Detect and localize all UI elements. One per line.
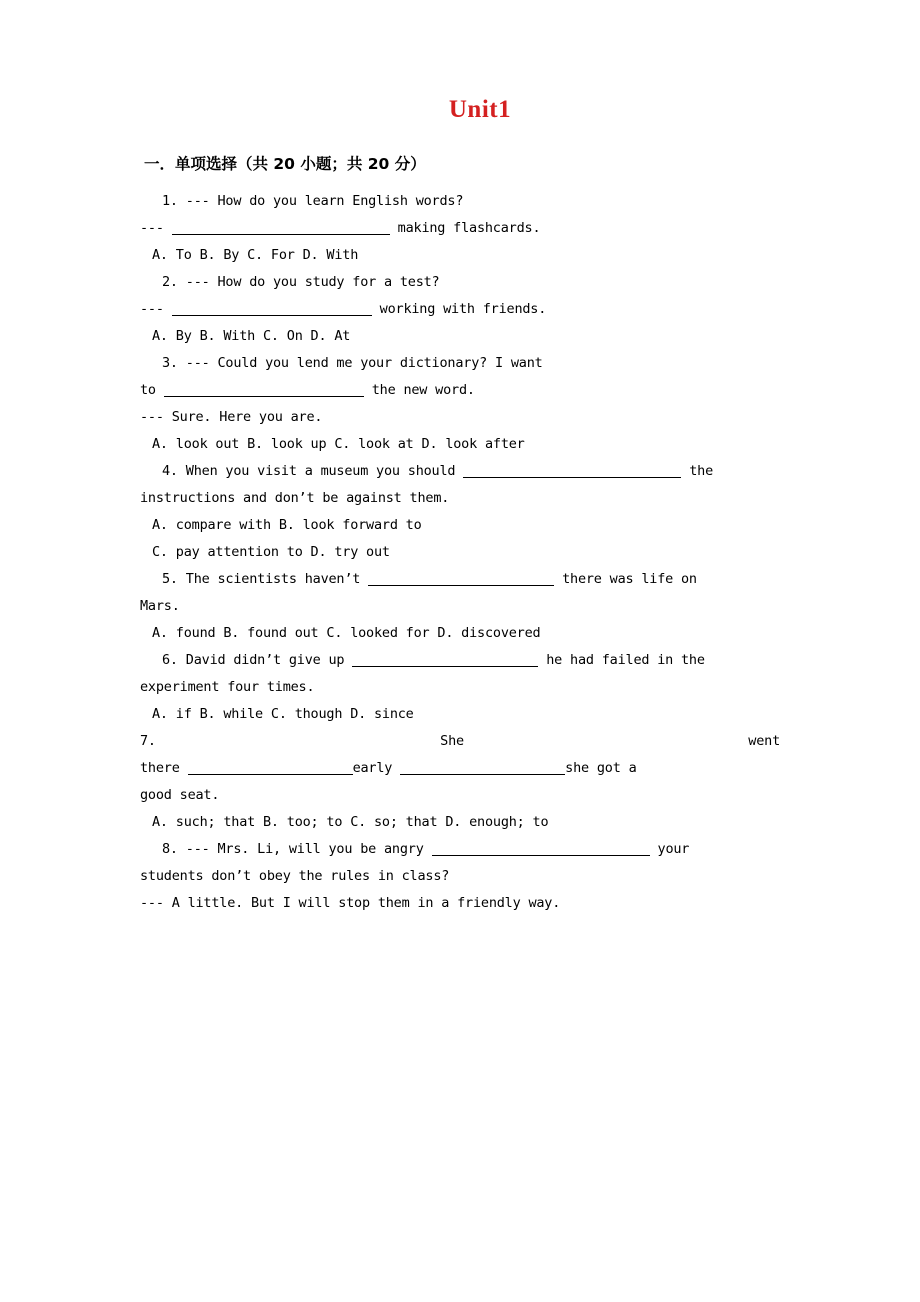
answer-blank[interactable] xyxy=(400,761,565,775)
question-2-options: A. By B. With C. On D. At xyxy=(152,328,351,344)
question-3-to: to xyxy=(140,382,156,398)
question-8-tail: your xyxy=(657,841,690,857)
question-3-number: 3. xyxy=(162,355,178,371)
question-4-prompt xyxy=(140,458,780,485)
question-4-text: When you visit a museum you should xyxy=(185,463,456,479)
question-5-text: The scientists haven’t xyxy=(185,571,361,587)
question-8-text: --- Mrs. Li, will you be angry xyxy=(185,841,424,857)
answer-blank[interactable] xyxy=(432,842,650,856)
question-7-early: early xyxy=(352,760,393,776)
question-8-prompt-cont: students don’t obey the rules in class? xyxy=(140,868,450,884)
question-2-text: --- How do you study for a test? xyxy=(185,274,440,290)
question-5-prompt-cont: Mars. xyxy=(140,598,180,614)
answer-blank[interactable] xyxy=(188,761,353,775)
question-1-dash: --- xyxy=(140,220,164,236)
question-2-answer-line xyxy=(140,296,780,323)
question-1-answer-text: making flashcards. xyxy=(397,220,541,236)
question-1-number: 1. xyxy=(162,193,178,209)
answer-blank[interactable] xyxy=(172,302,372,316)
question-5-prompt xyxy=(140,566,780,593)
question-3-tail: the new word. xyxy=(371,382,475,398)
question-3-options: A. look out B. look up C. look at D. look after xyxy=(152,436,525,452)
question-3-text: --- Could you lend me your dictionary? I want xyxy=(185,355,543,371)
question-7-options: A. such; that B. too; to C. so; that D. enough; to xyxy=(152,814,549,830)
question-5-options: A. found B. found out C. looked for D. discovered xyxy=(152,625,541,641)
answer-blank[interactable] xyxy=(368,572,554,586)
question-2-prompt xyxy=(140,269,780,296)
answer-blank[interactable] xyxy=(172,221,390,235)
question-4-options-ab: A. compare with B. look forward to xyxy=(152,517,422,533)
answer-blank[interactable] xyxy=(164,383,364,397)
question-7-prompt-last: good seat. xyxy=(140,787,220,803)
question-8-number: 8. xyxy=(162,841,178,857)
question-1-prompt xyxy=(140,188,780,215)
question-2-answer-text: working with friends. xyxy=(379,301,547,317)
question-6-prompt xyxy=(140,647,780,674)
answer-blank[interactable] xyxy=(463,464,681,478)
question-7-number: 7. xyxy=(140,733,156,749)
question-1-answer-line xyxy=(140,215,780,242)
question-6-options: A. if B. while C. though D. since xyxy=(152,706,414,722)
question-4-options-cd: C. pay attention to D. try out xyxy=(152,544,390,560)
question-7-prompt-cont xyxy=(140,755,780,782)
question-6-number: 6. xyxy=(162,652,178,668)
question-7-prompt xyxy=(140,728,780,755)
question-8-prompt xyxy=(140,836,780,863)
question-2-dash: --- xyxy=(140,301,164,317)
question-5-tail: there was life on xyxy=(562,571,697,587)
question-3-prompt xyxy=(140,350,780,377)
question-4-tail: the xyxy=(689,463,714,479)
question-2-number: 2. xyxy=(162,274,178,290)
question-6-text: David didn’t give up xyxy=(185,652,345,668)
question-5-number: 5. xyxy=(162,571,178,587)
question-7-there: there xyxy=(140,760,180,776)
answer-blank[interactable] xyxy=(352,653,538,667)
question-3-answer-line: --- Sure. Here you are. xyxy=(140,409,323,425)
question-4-prompt-cont: instructions and don’t be against them. xyxy=(140,490,450,506)
question-8-answer-line: --- A little. But I will stop them in a friendly way. xyxy=(140,895,561,911)
question-4-number: 4. xyxy=(162,463,178,479)
question-7-tail: she got a xyxy=(565,760,637,776)
question-6-prompt-cont: experiment four times. xyxy=(140,679,315,695)
question-7-word-she: She xyxy=(440,733,464,749)
question-3-prompt-cont xyxy=(140,377,780,404)
question-1-options: A. To B. By C. For D. With xyxy=(152,247,359,263)
question-6-tail: he had failed in the xyxy=(546,652,705,668)
question-1-text: --- How do you learn English words? xyxy=(185,193,464,209)
section-heading: 一．单项选择（共 20 小题；共 20 分） xyxy=(144,155,426,173)
page-title: Unit1 xyxy=(448,96,512,123)
question-7-word-went: went xyxy=(748,733,780,749)
